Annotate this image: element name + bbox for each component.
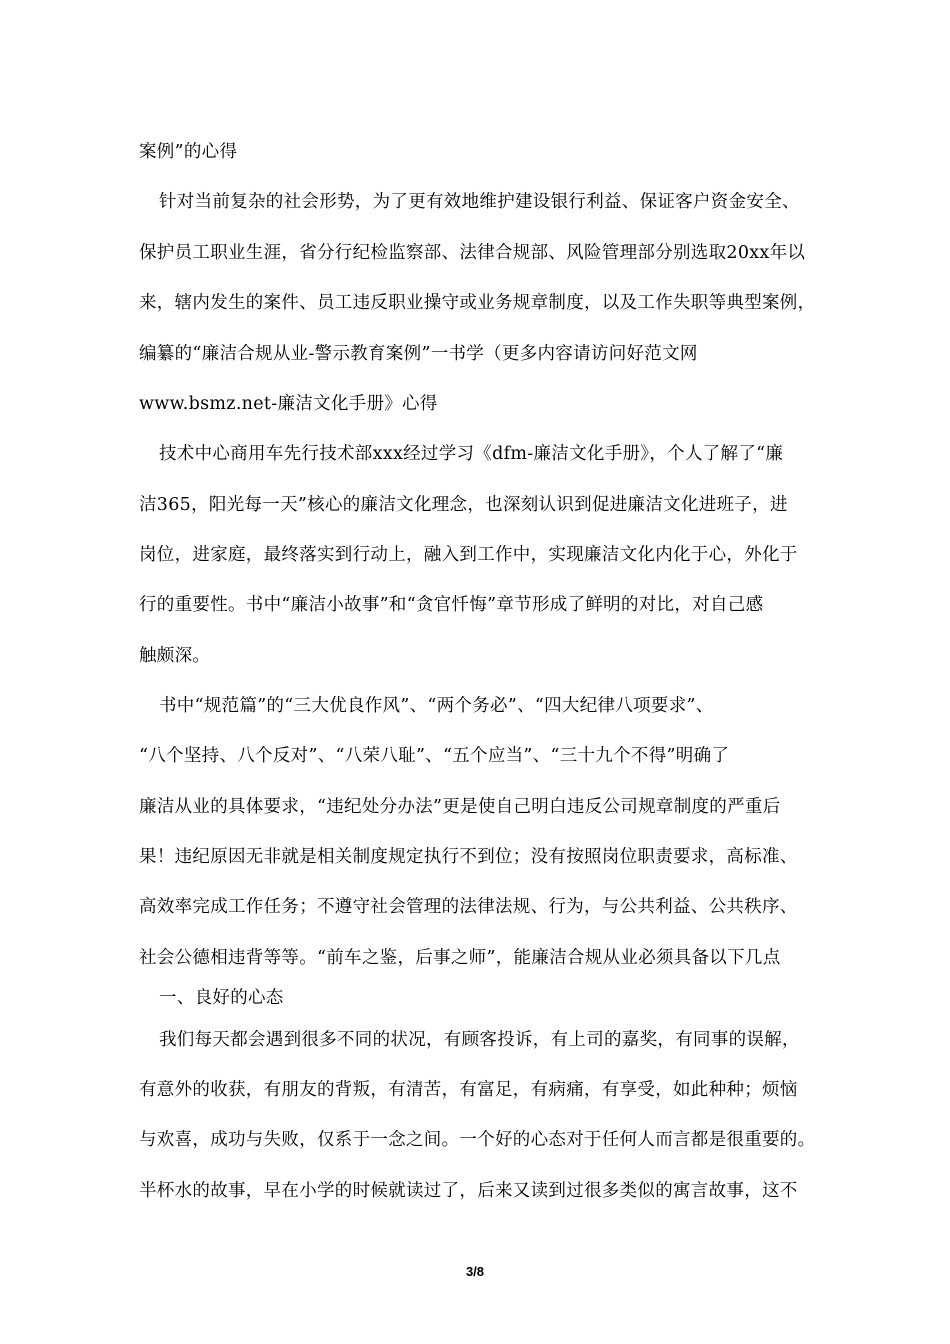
text-line: 岗位，进家庭，最终落实到行动上，融入到工作中，实现廉洁文化内化于心，外化于 <box>139 545 798 565</box>
text-line: 果！违纪原因无非就是相关制度规定执行不到位；没有按照岗位职责要求，高标准、 <box>139 847 798 867</box>
text-line: 我们每天都会遇到很多不同的状况，有顾客投诉，有上司的嘉奖，有同事的误解， <box>159 1030 800 1050</box>
text-line: 保护员工职业生涯，省分行纪检监察部、法律合规部、风险管理部分别选取20xx年以 <box>139 243 806 263</box>
text-line: 技术中心商用车先行技术部xxx经过学习《dfm-廉洁文化手册》，个人了解了“廉 <box>159 444 784 464</box>
text-line: 社会公德相违背等等。“前车之鉴，后事之师”，能廉洁合规从业必须具备以下几点 <box>139 948 781 968</box>
text-line: 触颇深。 <box>139 646 211 666</box>
text-line: 编纂的“廉洁合规从业-警示教育案例”一书学（更多内容请访问好范文网 <box>139 344 698 364</box>
text-line: “八个坚持、八个反对”、“八荣八耻”、“五个应当”、“三十九个不得”明确了 <box>139 746 730 766</box>
text-line: 行的重要性。书中“廉洁小故事”和“贪官忏悔”章节形成了鲜明的对比，对自己感 <box>139 595 764 615</box>
text-line: www.bsmz.net-廉洁文化手册》心得 <box>139 394 438 414</box>
page-number: 3/8 <box>465 1264 485 1279</box>
section-heading: 一、良好的心态 <box>159 988 284 1008</box>
text-line: 书中“规范篇”的“三大优良作风”、“两个务必”、“四大纪律八项要求”、 <box>159 696 714 716</box>
text-line: 针对当前复杂的社会形势，为了更有效地维护建设银行利益、保证客户资金安全、 <box>159 192 800 212</box>
text-line: 有意外的收获，有朋友的背叛，有清苦，有富足，有病痛，有享受，如此种种；烦恼 <box>139 1080 798 1100</box>
text-line: 与欢喜，成功与失败，仅系于一念之间。一个好的心态对于任何人而言都是很重要的。 <box>139 1130 816 1150</box>
text-line: 案例”的心得 <box>139 142 238 162</box>
text-line: 来，辖内发生的案件、员工违反职业操守或业务规章制度，以及工作失职等典型案例， <box>139 293 816 313</box>
text-line: 廉洁从业的具体要求，“违纪处分办法”更是使自己明白违反公司规章制度的严重后 <box>139 797 781 817</box>
text-line: 半杯水的故事，早在小学的时候就读过了，后来又读到过很多类似的寓言故事，这不 <box>139 1181 798 1201</box>
text-line: 高效率完成工作任务；不遵守社会管理的法律法规、行为，与公共利益、公共秩序、 <box>139 897 798 917</box>
text-line: 洁365，阳光每一天”核心的廉洁文化理念，也深刻认识到促进廉洁文化进班子，进 <box>139 495 788 515</box>
